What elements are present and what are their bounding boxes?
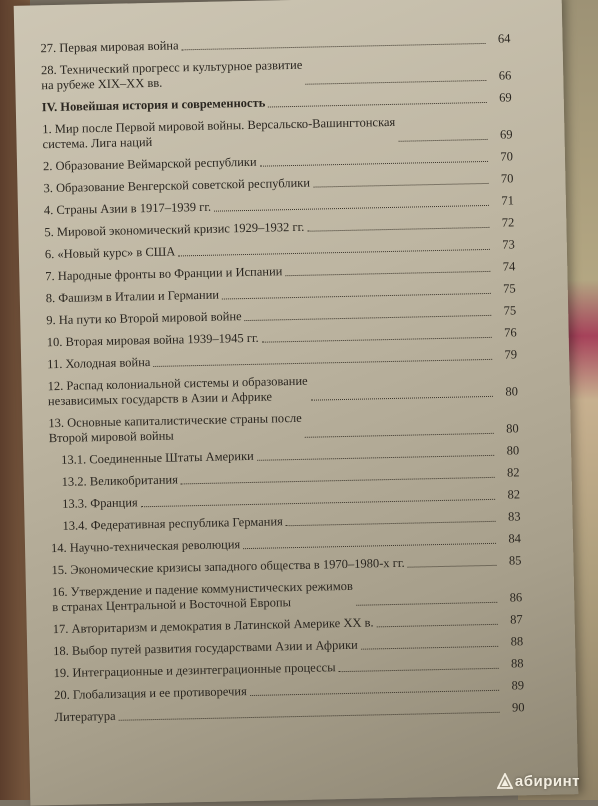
toc-entry — [51, 531, 521, 556]
toc-entry — [43, 149, 513, 174]
toc-entry-title — [53, 615, 374, 637]
labirint-watermark — [497, 773, 580, 790]
toc-page-number: 86 — [509, 590, 523, 605]
toc-page-number: 69 — [499, 90, 512, 105]
toc-dot-leader — [141, 499, 495, 507]
toc-entry — [49, 443, 519, 468]
toc-entry-title-line: 13.3. Франция — [61, 495, 138, 511]
toc-entry-title-line: 8. Фашизм в Италии и Германии — [45, 287, 220, 306]
toc-entry-title-line: в странах Центральной и Восточной Европы — [52, 595, 292, 615]
toc-page-number: 64 — [497, 31, 511, 46]
toc-entry-title-line: 9. На пути ко Второй мировой войне — [46, 309, 242, 328]
toc-dot-leader — [399, 139, 488, 142]
toc-page-number: 82 — [507, 487, 521, 502]
toc-entry-title — [43, 155, 257, 174]
toc-entry — [47, 347, 517, 372]
toc-entry — [50, 487, 520, 512]
toc-entry-title-line: 17. Авторитаризм и демократия в Латинской Америке XX в. — [52, 615, 374, 637]
toc-entry — [41, 53, 512, 93]
toc-entry-title — [42, 96, 266, 116]
toc-dot-leader — [245, 315, 492, 321]
toc-page-number: 75 — [503, 303, 517, 318]
toc-entry-title — [62, 472, 179, 489]
toc-entry-title-line: 27. Первая мировая война — [40, 38, 179, 56]
toc-entry-title-line: 19. Интеграционные и дезинтеграционные процессы — [53, 660, 336, 681]
toc-dot-leader — [313, 183, 488, 188]
toc-entry — [53, 634, 523, 659]
toc-dot-leader — [286, 521, 496, 526]
toc-entry-title-line: IV. Новейшая история и современность — [41, 95, 266, 115]
toc-dot-leader — [305, 433, 494, 438]
toc-entry-title-line: 14. Научно-техническая революция — [50, 537, 241, 556]
toc-entry-title-line: 15. Экономические кризисы западного общества в 1970–1980-х гг. — [51, 555, 405, 578]
toc-page-number: 75 — [503, 281, 516, 296]
toc-entry-title-line: 16. Утверждение и падение коммунистических режимов — [51, 578, 353, 600]
toc-entry-title — [48, 411, 302, 446]
toc-entry — [42, 112, 513, 152]
toc-entry-title — [41, 58, 303, 93]
toc-entry-title-line: 11. Холодная война — [47, 355, 151, 372]
toc-page-number: 89 — [511, 678, 525, 693]
toc-entry-title — [46, 309, 242, 328]
toc-dot-leader — [153, 359, 492, 367]
toc-page-number: 83 — [507, 509, 521, 524]
toc-entry-title — [46, 288, 220, 307]
toc-entry — [48, 406, 519, 446]
toc-dot-leader — [268, 102, 486, 108]
toc-entry-title — [45, 244, 176, 262]
toc-entry-title-line: независимых государств в Азии и Африке — [47, 389, 273, 409]
toc-entry-title — [54, 660, 336, 681]
toc-dot-leader — [307, 227, 489, 232]
toc-entry-title-line: 28. Технический прогресс и культурное развитие — [40, 57, 303, 78]
toc-entry — [51, 553, 521, 578]
toc-entry — [54, 700, 524, 725]
toc-dot-leader — [119, 712, 500, 721]
toc-entry — [44, 215, 514, 240]
toc-dot-leader — [356, 602, 497, 606]
toc-dot-leader — [222, 293, 491, 300]
toc-entry — [45, 259, 515, 284]
toc-page-number: 82 — [506, 465, 520, 480]
toc-dot-leader — [250, 690, 499, 696]
toc-page-number: 80 — [505, 421, 519, 436]
toc-entry-title-line: 3. Образование Венгерской советской республики — [43, 175, 311, 196]
toc-entry-title-line: 13.1. Соединенные Штаты Америки — [61, 448, 254, 467]
toc-entry-title — [47, 331, 259, 350]
toc-entry-title — [43, 176, 310, 197]
toc-entry-title — [51, 556, 404, 578]
toc-entry-title-line: 10. Вторая мировая война 1939–1945 гг. — [46, 330, 259, 350]
toc-entry-title-line: Литература — [54, 708, 116, 725]
toc-entry-title — [53, 638, 358, 659]
toc-entry — [40, 31, 510, 56]
toc-page-number: 79 — [504, 347, 518, 362]
toc-dot-leader — [262, 337, 492, 343]
watermark-text: абиринт — [514, 773, 580, 790]
toc-entry-title-line: 12. Распад колониальной системы и образование — [47, 373, 308, 394]
toc-dot-leader — [408, 565, 497, 568]
toc-entry-title-line: 2. Образование Веймарской республики — [42, 154, 257, 174]
toc-entry-title-line: система. Лига наций — [42, 134, 153, 152]
toc-dot-leader — [260, 161, 488, 167]
book-page — [14, 0, 579, 806]
toc-dot-leader — [182, 43, 486, 50]
toc-dot-leader — [339, 668, 499, 672]
toc-entry — [53, 612, 523, 637]
toc-entry — [44, 193, 514, 218]
toc-entry-title — [42, 115, 396, 152]
toc-entry — [48, 369, 519, 409]
toc-page-number: 87 — [509, 612, 523, 627]
toc-page-number: 70 — [500, 149, 514, 164]
toc-page-number: 66 — [498, 68, 512, 83]
toc-page-number: 74 — [502, 259, 516, 274]
toc-entry-title-line: 20. Глобализация и ее противоречия — [53, 684, 247, 703]
toc-entry-title-line: 18. Выбор путей развития государствами Азии и Африки — [53, 637, 358, 659]
toc-entry-title — [47, 355, 151, 372]
toc-dot-leader — [361, 646, 498, 650]
toc-entry-title-line: 13.2. Великобритания — [61, 472, 179, 489]
toc-entry-title-line: на рубеже XIX–XX вв. — [41, 75, 163, 93]
toc-page-number: 84 — [508, 531, 522, 546]
toc-page-number: 76 — [503, 325, 517, 340]
toc-page-number: 88 — [510, 634, 524, 649]
toc-entry-title — [40, 38, 178, 56]
toc-entry — [54, 678, 524, 703]
toc-entry-title — [54, 684, 247, 703]
toc-entry-title — [61, 449, 254, 468]
toc-entry — [52, 575, 523, 615]
toc-entry-title — [62, 495, 138, 512]
toc-entry — [43, 171, 513, 196]
labirint-logo-icon — [497, 773, 513, 789]
toc-page-number: 80 — [505, 384, 519, 399]
toc-entry — [54, 656, 524, 681]
toc-dot-leader — [285, 271, 490, 276]
toc-dot-leader — [257, 455, 494, 461]
toc-entry — [50, 465, 520, 490]
toc-dot-leader — [178, 249, 489, 257]
toc-entry-title — [48, 374, 309, 409]
toc-entry-title-line: 1. Мир после Первой мировой войны. Версальско-Вашингтонская — [42, 114, 396, 137]
toc-entry-title-line: 7. Народные фронты во Франции и Испании — [45, 264, 283, 284]
toc-dot-leader — [306, 80, 487, 85]
toc-entry — [47, 325, 517, 350]
toc-entry — [46, 281, 516, 306]
toc-page-number: 73 — [502, 237, 515, 252]
toc-entry-title — [51, 537, 240, 556]
toc-page-number: 85 — [508, 553, 522, 568]
toc-dot-leader — [181, 477, 495, 485]
toc-page-number: 70 — [500, 171, 514, 186]
toc-section-heading — [42, 90, 512, 115]
toc-entry-title — [54, 709, 115, 725]
toc-dot-leader — [311, 396, 493, 401]
toc-entry-title — [44, 220, 304, 240]
toc-entry-title — [52, 579, 353, 615]
toc-page-number: 90 — [511, 700, 525, 715]
toc-entry-title — [44, 200, 211, 218]
toc-entry-title-line: 13. Основные капиталистические страны после — [48, 410, 302, 431]
toc-page-number: 80 — [506, 443, 520, 458]
toc-page-number: 71 — [501, 193, 515, 208]
toc-entry-title — [45, 264, 282, 284]
toc-page-number: 72 — [501, 215, 515, 230]
toc-entry-title-line: 4. Страны Азии в 1917–1939 гг. — [43, 199, 212, 218]
toc-entry — [45, 237, 515, 262]
toc-dot-leader — [377, 624, 498, 628]
toc-dot-leader — [243, 543, 496, 549]
toc-entry-title-line: 5. Мировой экономический кризис 1929–1932 гг. — [44, 219, 305, 240]
toc-entry-title-line: 13.4. Федеративная республика Германия — [62, 514, 283, 533]
toc-entry-title-line: 6. «Новый курс» в США — [44, 244, 176, 262]
toc-entry-title — [62, 514, 283, 534]
toc-entry — [46, 303, 516, 328]
toc-entry — [50, 509, 520, 534]
toc-page-number: 88 — [510, 656, 524, 671]
toc-entry-title-line: Второй мировой войны — [48, 428, 174, 446]
toc-page-number: 69 — [499, 127, 513, 142]
table-of-contents — [40, 31, 524, 732]
toc-dot-leader — [214, 205, 489, 212]
